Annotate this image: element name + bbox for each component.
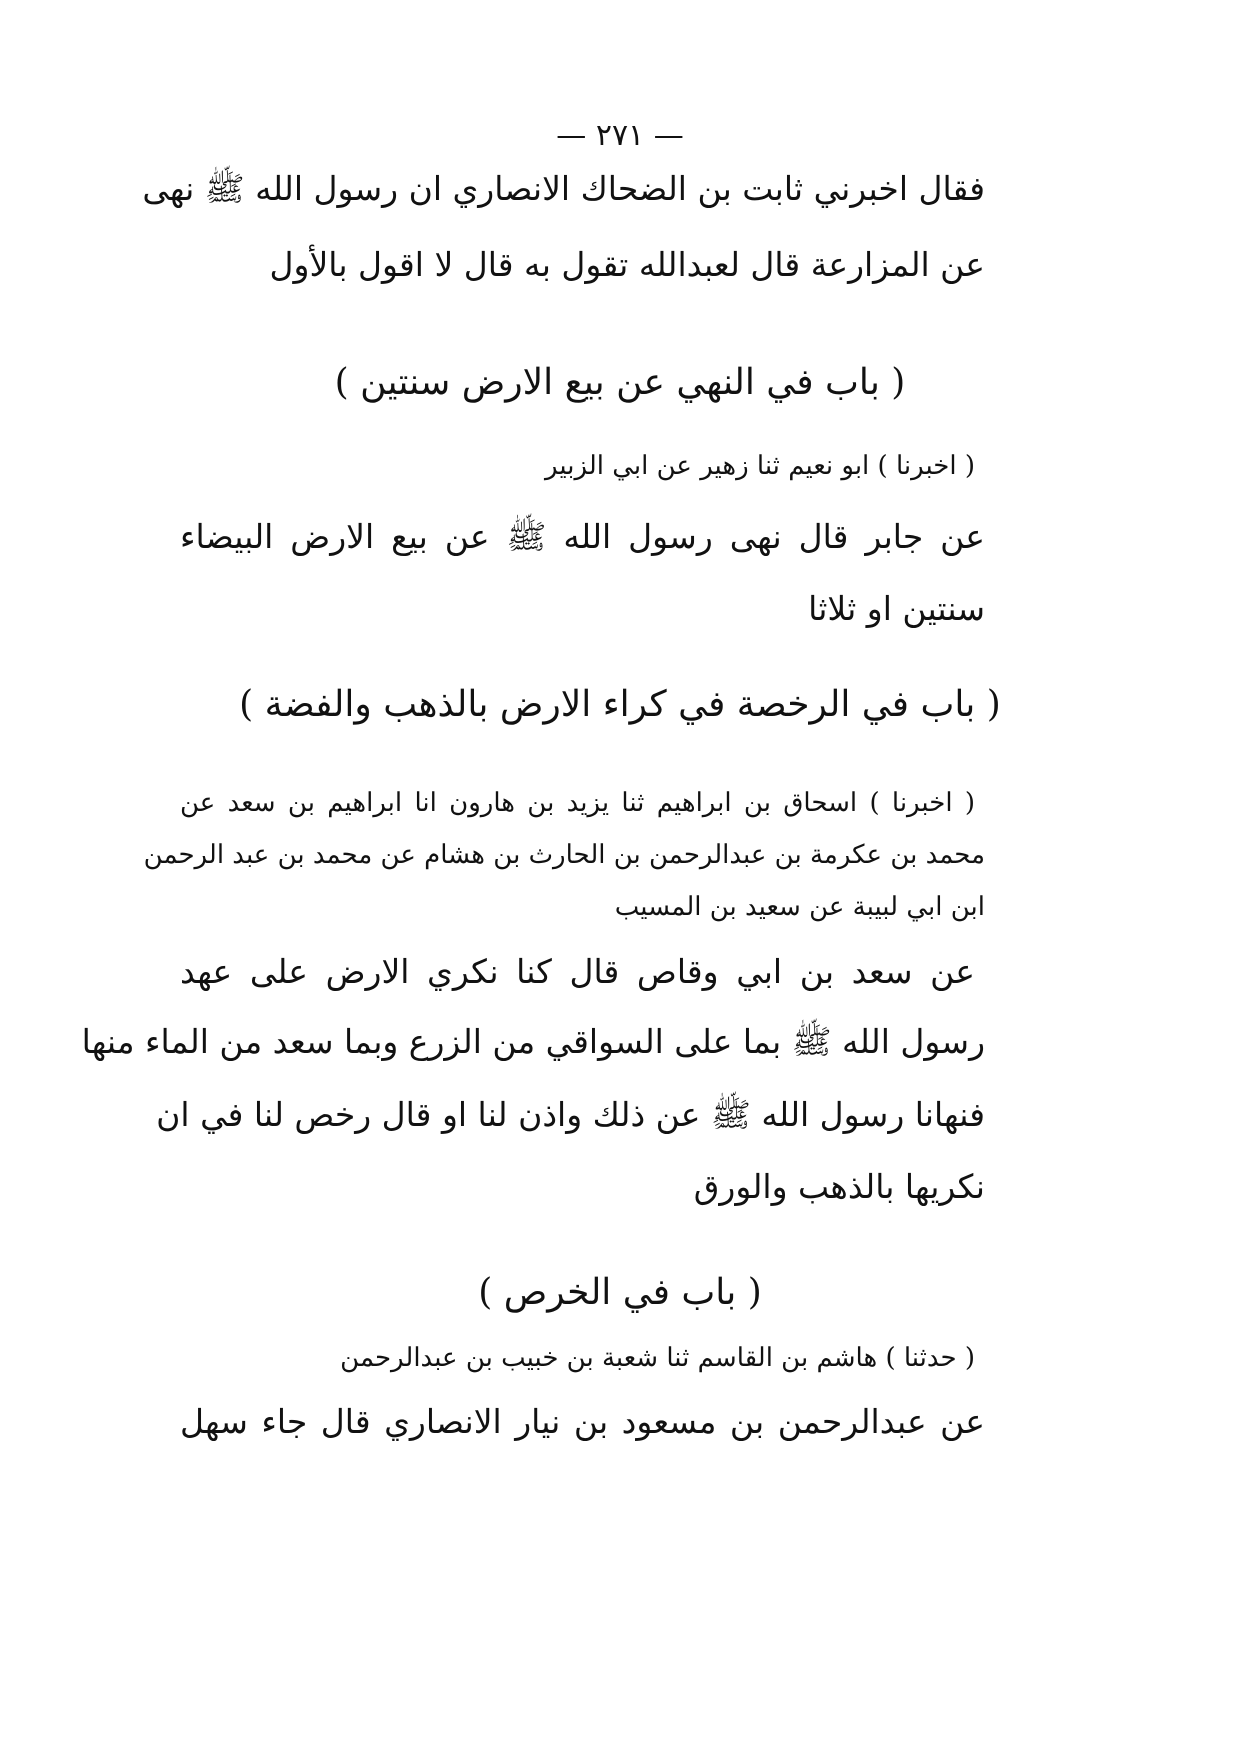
isnad-line: ( حدثنا ) هاشم بن القاسم ثنا شعبة بن خبيب بن عبدالرحمن (340, 1343, 975, 1373)
text-line: نكريها بالذهب والورق (693, 1167, 985, 1206)
section-heading: ( باب في الخرص ) (478, 1272, 762, 1313)
section-heading: ( باب في الرخصة في كراء الارض بالذهب والفضة ) (239, 684, 1001, 725)
text-line: فنهانا رسول الله ﷺ عن ذلك واذن لنا او قال رخص لنا في ان (156, 1095, 985, 1134)
section-heading: ( باب في النهي عن بيع الارض سنتين ) (334, 362, 906, 403)
text-line: عن عبدالرحمن بن مسعود بن نيار الانصاري قال جاء سهل (180, 1402, 985, 1441)
text-line: عن المزارعة قال لعبدالله تقول به قال لا اقول بالأول (269, 245, 985, 284)
text-line: فقال اخبرني ثابت بن الضحاك الانصاري ان رسول الله ﷺ نهى (142, 169, 985, 208)
isnad-line: محمد بن عكرمة بن عبدالرحمن بن الحارث بن هشام عن محمد بن عبد الرحمن (143, 840, 985, 870)
text-line: عن جابر قال نهى رسول الله ﷺ عن بيع الارض البيضاء (180, 517, 985, 556)
text-line: عن سعد بن ابي وقاص قال كنا نكري الارض على عهد (180, 952, 975, 991)
text-line: رسول الله ﷺ بما على السواقي من الزرع وبما سعد من الماء منها (81, 1022, 985, 1061)
page-number: — ٢٧١ — (556, 118, 684, 153)
isnad-line: ( اخبرنا ) اسحاق بن ابراهيم ثنا يزيد بن هارون انا ابراهيم بن سعد عن (180, 788, 976, 818)
isnad-line: ابن ابي لبيبة عن سعيد بن المسيب (614, 892, 985, 922)
text-line: سنتين او ثلاثا (808, 589, 985, 628)
isnad-line: ( اخبرنا ) ابو نعيم ثنا زهير عن ابي الزبير (545, 451, 975, 481)
